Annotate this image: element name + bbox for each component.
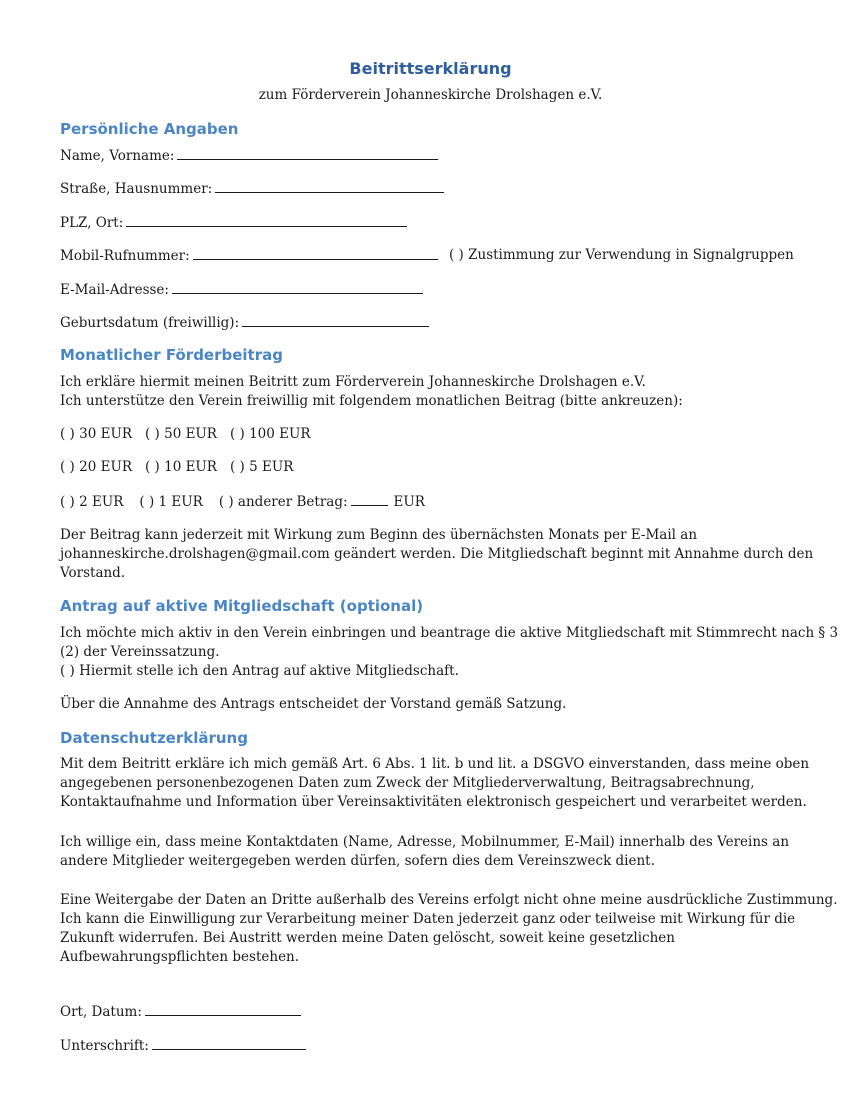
section-heading-privacy: Datenschutzerklärung xyxy=(60,729,248,747)
privacy-line: Ich willige ein, dass meine Kontaktdaten (Name, Adresse, Mobilnummer, E-Mail) innerhalb des Vereins an xyxy=(60,834,790,850)
email-row xyxy=(60,280,423,300)
birthdate-field[interactable] xyxy=(242,313,429,327)
active-membership-text xyxy=(60,624,839,681)
active-membership-decision xyxy=(60,695,805,714)
mobile-row xyxy=(60,246,438,266)
place-date-label: Ort, Datum: xyxy=(60,1004,142,1020)
street-row xyxy=(60,179,444,199)
privacy-line: Aufbewahrungspflichten bestehen. xyxy=(60,949,300,965)
amount-option-5[interactable]: ( ) 5 EUR xyxy=(229,459,294,475)
amount-row-2 xyxy=(60,458,306,477)
amount-option-10[interactable]: ( ) 10 EUR xyxy=(144,459,217,475)
email-label: E-Mail-Adresse: xyxy=(60,282,169,298)
privacy-line: angegebenen personenbezogenen Daten zum Zweck der Mitgliederverwaltung, Beitragsabrechnung, xyxy=(60,775,755,791)
contribution-note-line: Der Beitrag kann jederzeit mit Wirkung zum Beginn des übernächsten Monats per E-Mail an xyxy=(60,527,698,543)
privacy-line: Ich kann die Einwilligung zur Verarbeitung meiner Daten jederzeit ganz oder teilweise mit Wirkung für die xyxy=(60,911,796,927)
mobile-label: Mobil-Rufnummer: xyxy=(60,248,190,264)
place-date-row xyxy=(60,1002,301,1022)
amount-option-1[interactable]: ( ) 1 EUR xyxy=(139,494,203,510)
signature-label: Unterschrift: xyxy=(60,1038,149,1054)
amount-row-1 xyxy=(60,425,324,444)
contribution-note-line: Vorstand. xyxy=(60,565,126,581)
decision-text: Über die Annahme des Antrags entscheidet der Vorstand gemäß Satzung. xyxy=(60,696,567,712)
amount-row-3 xyxy=(60,492,425,512)
street-field[interactable] xyxy=(215,179,444,193)
section-heading-active-membership: Antrag auf aktive Mitgliedschaft (optional) xyxy=(60,597,424,615)
page-subtitle: zum Förderverein Johanneskirche Drolshagen e.V. xyxy=(258,87,603,103)
email-field[interactable] xyxy=(172,280,423,294)
privacy-line: Mit dem Beitritt erkläre ich mich gemäß Art. 6 Abs. 1 lit. b und lit. a DSGVO einverstanden, dass meine oben xyxy=(60,756,810,772)
contribution-intro-line: Ich unterstütze den Verein freiwillig mit folgendem monatlichen Beitrag (bitte ankreuzen): xyxy=(60,393,683,409)
contribution-intro xyxy=(60,373,805,411)
amount-option-20[interactable]: ( ) 20 EUR xyxy=(60,459,132,475)
zip-city-field[interactable] xyxy=(126,213,407,227)
active-membership-line: (2) der Vereinssatzung. xyxy=(60,644,220,660)
name-field[interactable] xyxy=(177,146,438,160)
active-membership-line: Ich möchte mich aktiv in den Verein einbringen und beantrage die aktive Mitgliedschaft mit Stimmrecht nach § 3 xyxy=(60,625,839,641)
contribution-note xyxy=(60,526,814,583)
privacy-paragraph-2 xyxy=(60,833,805,871)
zip-row xyxy=(60,213,407,233)
name-label: Name, Vorname: xyxy=(60,148,175,164)
privacy-line: Eine Weitergabe der Daten an Dritte außerhalb des Vereins erfolgt nicht ohne meine ausdrückliche Zustimmung. xyxy=(60,892,838,908)
amount-option-other[interactable]: ( ) anderer Betrag: xyxy=(218,494,348,510)
zip-label: PLZ, Ort: xyxy=(60,215,124,231)
amount-option-30[interactable]: ( ) 30 EUR xyxy=(60,426,132,442)
privacy-line: Zukunft widerrufen. Bei Austritt werden meine Daten gelöscht, soweit keine gesetzlichen xyxy=(60,930,675,946)
privacy-line: Kontaktaufnahme und Information über Vereinsaktivitäten elektronisch gespeichert und verarbeitet werden. xyxy=(60,794,807,810)
privacy-paragraph-3 xyxy=(60,891,838,967)
other-amount-field[interactable] xyxy=(351,492,388,506)
section-heading-personal: Persönliche Angaben xyxy=(60,120,239,138)
mobile-field[interactable] xyxy=(193,246,438,260)
active-membership-checkbox[interactable]: ( ) Hiermit stelle ich den Antrag auf aktive Mitgliedschaft. xyxy=(60,663,459,679)
birthdate-label: Geburtsdatum (freiwillig): xyxy=(60,315,240,331)
other-amount-unit: EUR xyxy=(393,494,425,510)
privacy-line: andere Mitglieder weitergegeben werden dürfen, sofern dies dem Vereinszweck dient. xyxy=(60,853,655,869)
privacy-paragraph-1 xyxy=(60,755,810,812)
birthdate-row xyxy=(60,313,429,333)
signal-consent-checkbox[interactable]: ( ) Zustimmung zur Verwendung in Signalgruppen xyxy=(449,247,794,263)
page-title: Beitrittserklärung xyxy=(349,59,512,78)
section-heading-contribution: Monatlicher Förderbeitrag xyxy=(60,346,283,364)
signature-field[interactable] xyxy=(152,1036,306,1050)
contribution-intro-line: Ich erkläre hiermit meinen Beitritt zum Förderverein Johanneskirche Drolshagen e.V. xyxy=(60,374,646,390)
street-label: Straße, Hausnummer: xyxy=(60,181,213,197)
place-date-field[interactable] xyxy=(145,1002,301,1016)
name-row xyxy=(60,146,438,166)
contribution-note-line: johanneskirche.drolshagen@gmail.com geändert werden. Die Mitgliedschaft beginnt mit Annahme durch den xyxy=(60,546,814,562)
signature-row xyxy=(60,1036,306,1056)
amount-option-2[interactable]: ( ) 2 EUR xyxy=(60,494,124,510)
amount-option-100[interactable]: ( ) 100 EUR xyxy=(229,426,311,442)
amount-option-50[interactable]: ( ) 50 EUR xyxy=(144,426,217,442)
